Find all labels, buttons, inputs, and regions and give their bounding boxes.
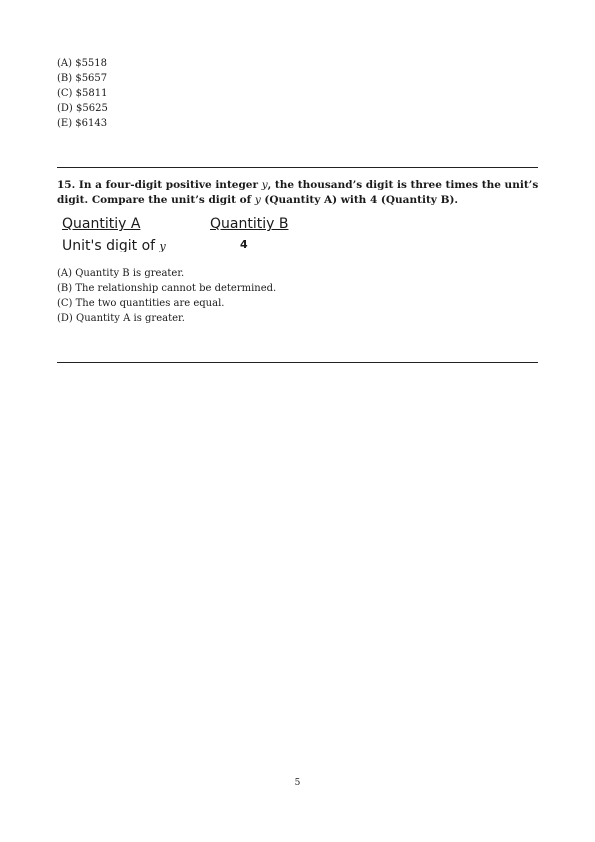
quantity-b-header: Quantitiy B bbox=[210, 216, 289, 232]
variable-y: y bbox=[254, 194, 261, 206]
variable-y: y bbox=[159, 240, 166, 252]
previous-answer-options bbox=[57, 56, 108, 131]
answer-option-c: (C) $5811 bbox=[57, 88, 108, 99]
quantity-b-value: 4 bbox=[240, 238, 248, 251]
question-text-part: 15. In a four-digit positive integer bbox=[57, 179, 262, 191]
quantity-a-value bbox=[62, 237, 166, 252]
answer-option-d: (D) Quantity A is greater. bbox=[57, 313, 185, 324]
quantity-a-text: Unit's digit of bbox=[62, 238, 160, 252]
answer-option-b: (B) The relationship cannot be determined. bbox=[57, 283, 277, 294]
page-number: 5 bbox=[294, 778, 301, 788]
section-divider bbox=[57, 167, 538, 168]
section-divider bbox=[57, 362, 538, 363]
answer-option-e: (E) $6143 bbox=[57, 118, 108, 129]
question-text-part: (Quantity A) with 4 (Quantity B). bbox=[260, 194, 459, 206]
answer-option-b: (B) $5657 bbox=[57, 73, 108, 84]
variable-y: y bbox=[261, 179, 268, 191]
answer-options bbox=[57, 266, 276, 326]
quantity-a-header: Quantitiy A bbox=[62, 216, 141, 232]
answer-option-a: (A) $5518 bbox=[57, 58, 108, 69]
answer-option-d: (D) $5625 bbox=[57, 103, 108, 114]
answer-option-a: (A) Quantity B is greater. bbox=[57, 268, 185, 279]
question-text-part: , the thousand’s digit is three times the unit’s digit. Compare the unit’s digit of bbox=[57, 179, 539, 206]
question-text bbox=[57, 178, 541, 208]
answer-option-c: (C) The two quantities are equal. bbox=[57, 298, 225, 309]
